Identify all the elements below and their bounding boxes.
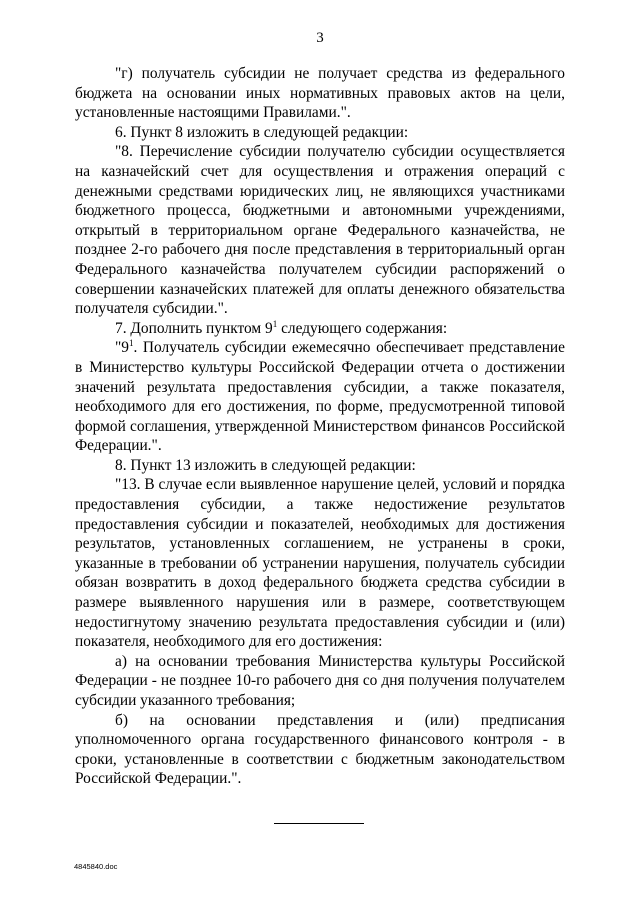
clause-9-1-superscript: 1: [128, 338, 134, 349]
paragraph-subpoint-a: а) на основании требования Министерства культуры Российской Федерации - не позднее 10-го рабочего дня со дня получения получателем субсидии указанного требования;: [75, 652, 565, 709]
paragraph-subpoint-b: б) на основании представления и (или) предписания уполномоченного органа государственного финансового контроля - в сроки, установленные в соответствии с бюджетным законодательством Российской Федерации.".: [75, 711, 565, 788]
paragraph-clause-8: "8. Перечисление субсидии получателю субсидии осуществляется на казначейский счет для осуществления и отражения операций с денежными средствами юридических лиц, не являющихся участниками бюджетного процесса, бюджетными и автономными учреждениями, открытый в территориальном органе Федерального казначейства, не позднее 2-го рабочего дня после представления в территориальный орган Федерального казначейства получателем субсидии распоряжений о совершении казначейских платежей для оплаты денежного обязательства получателя субсидии.".: [75, 143, 565, 318]
paragraph-item-8: 8. Пункт 13 изложить в следующей редакции:: [115, 456, 416, 474]
footer-divider: [274, 823, 364, 824]
paragraph-clause-13: "13. В случае если выявленное нарушение целей, условий и порядка предоставления субсидии, а также недостижение результатов предоставления субсидии и показателей, необходимых для достижения результатов, установленных соглашением, не устранены в сроки, указанные в требовании об устранении нарушения, получатель субсидии обязан возвратить в доход федерального бюджета средства субсидии в размере выявленного нарушения или в размере, соответствующем недостигнутому значению результата предоставления субсидии и (или) показателя, необходимого для его достижения:: [75, 476, 565, 651]
paragraph-item-7: [75, 319, 565, 339]
document-body: [75, 64, 565, 789]
item-7-text-end: следующего содержания:: [277, 319, 448, 337]
paragraph-clause-9-1: [75, 338, 565, 456]
item-7-text: 7. Дополнить пунктом 9: [115, 319, 273, 337]
clause-9-1-text-end: . Получатель субсидии ежемесячно обеспечивает представление в Министерство культуры Российской Федерации отчета о достижении значений результата предоставления субсидии, а также показателя, необходимого для его достижения, по форме, предусмотренной типовой формой соглашения, утвержденной Министерством финансов Российской Федерации.".: [75, 339, 565, 455]
paragraph-subpoint-g: "г) получатель субсидии не получает средства из федерального бюджета на основании иных нормативных правовых актов на цели, установленные настоящими Правилами.".: [75, 65, 565, 122]
document-file-id: 4845840.doc: [74, 862, 118, 871]
page-number: 3: [316, 30, 324, 46]
item-7-superscript: 1: [272, 318, 278, 329]
clause-9-1-text: "9: [115, 339, 129, 357]
paragraph-item-6: 6. Пункт 8 изложить в следующей редакции:: [115, 123, 409, 141]
